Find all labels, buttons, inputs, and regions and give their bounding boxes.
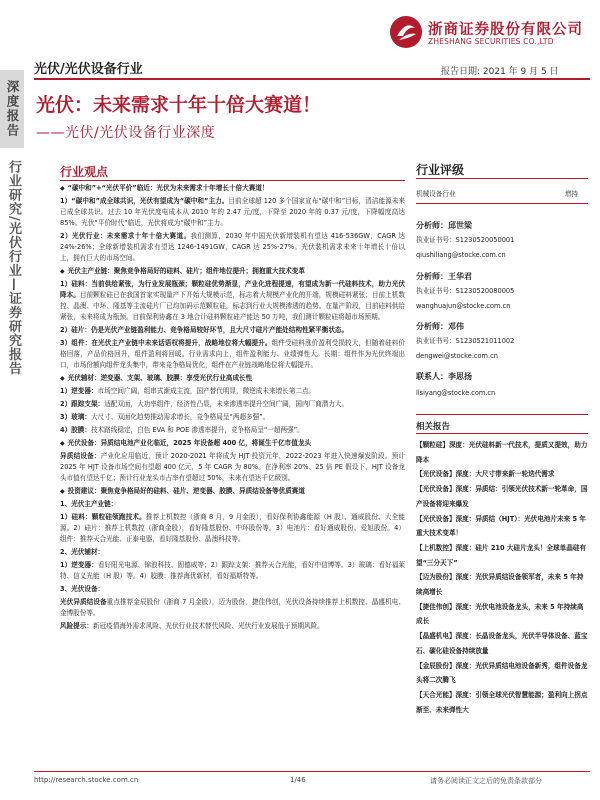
views-key-point xyxy=(60,183,405,194)
views-key-point xyxy=(60,266,405,277)
left-vertical-label xyxy=(2,160,24,380)
company-logo-icon xyxy=(388,14,424,50)
views-paragraph xyxy=(60,279,405,323)
paragraph-lead: “碳中和”+“光伏平价”临近：光伏为未来需求十年增长十倍大赛道！ xyxy=(67,184,269,192)
analyst-cert: 执业证书号：S1230520050001 xyxy=(416,236,515,244)
footer-divider xyxy=(34,771,590,772)
rating-divider xyxy=(416,178,588,179)
paragraph-text: 目前颗粒硅已在我国首家实现量产下开始大规模示范，标志着大规模产业化的开端，规模硅料紧张；目前上机数控、晶澳、中环、隆基等主流硅片厂已均加码示范颗粒硅，标志到行业大规模渗透的趋势。在量产阶段，目前硅料供给紧张，未来将成为瓶颈。目前保利协鑫在 3 地合计硅料颗粒硅产能达 50 万吨，我们测计颗粒硅将超市场预期。 xyxy=(60,291,405,321)
rating-industry: 机械设备行业 xyxy=(416,190,456,198)
rating-value: 增持 xyxy=(564,190,578,198)
views-paragraph xyxy=(60,338,405,371)
views-paragraph xyxy=(60,231,405,264)
rating-row-divider xyxy=(416,203,588,204)
analyst-cert: 执业证书号：S1230521011002 xyxy=(416,337,515,345)
paragraph-text: 重点推荐金辰股份（浙商 7 月金股），迈为股份，捷佳伟创，光伏设备持续推荐上机数控、晶盛机电、金博股份等。 xyxy=(60,598,406,617)
page-title: 光伏：未来需求十年十倍大赛道！ xyxy=(36,94,322,116)
report-type-text: 深度报告 xyxy=(5,80,20,138)
page-subtitle: ——光伏/光伏设备行业深度 xyxy=(36,125,216,141)
analyst-role: 分析师： xyxy=(416,221,448,230)
header-divider xyxy=(34,78,590,80)
analyst-name: 王华君 xyxy=(448,272,472,281)
report-type-tag xyxy=(0,70,24,148)
paragraph-lead: 1）逆变器： xyxy=(60,387,98,395)
contact-item xyxy=(416,371,588,397)
paragraph-lead: 风险提示： xyxy=(60,622,93,630)
paragraph-lead: 1、光伏主产业链： xyxy=(60,500,118,508)
paragraph-text: 技术路线稳定，白色 EVA 和 POE 渗透率提升，竞争格局呈“一超两强”。 xyxy=(90,426,304,434)
paragraph-lead: 投资建议：聚焦竞争格局好的硅料、硅片、逆变器、胶膜、异质结设备等优质赛道 xyxy=(67,487,305,495)
related-report-link[interactable]: 【金辰股份】深度：光伏异质结电池设备新秀，组件设备龙头将二次腾飞 xyxy=(416,661,588,685)
report-date: 报告日期: 2021 年 9 月 5 日 xyxy=(441,67,559,77)
views-key-point xyxy=(60,438,405,449)
related-report-link[interactable]: 【光伏设备】深度：大尺寸带来新一轮迭代需求 xyxy=(416,470,555,479)
analyst-email[interactable]: dengwei@stocke.com.cn xyxy=(416,352,498,360)
related-divider xyxy=(416,433,588,434)
analyst-role: 分析师： xyxy=(416,322,448,331)
analyst-email[interactable]: wanghuajun@stocke.com.cn xyxy=(416,302,511,310)
views-key-point xyxy=(60,373,405,384)
analyst-block xyxy=(416,220,588,397)
views-divider xyxy=(60,180,405,181)
paragraph-text: 市场空间广阔，组串式渐成主流，国产替代明显，微逆成未来增长第二点。 xyxy=(97,387,316,395)
paragraph-text: 看好阳光电源、锦浪科技、固德威等；2）跟踪支架：推荐天合光能，看好中信博等。3）玻璃：看好福莱特、信义光能（H 股）等。4）胶膜：推荐海优新材，看好福斯特等。 xyxy=(60,561,406,580)
views-paragraph xyxy=(60,621,405,632)
analyst-item xyxy=(416,321,588,371)
paragraph-lead: 1）“碳中和”成全球共识，光伏有望成为“碳中和”主力。 xyxy=(60,197,229,205)
views-paragraph xyxy=(60,399,405,410)
related-report-link[interactable]: 【捷佳伟创】深度：光伏电池设备龙头，未来 5 年持续高成长 xyxy=(416,602,584,626)
disclaimer: 请务必阅读正文之后的免责条款部分 xyxy=(430,777,542,785)
related-report-link[interactable]: 【颗粒硅】深度：光伏硅料新一代技术，提质又提效，助力降本 xyxy=(416,441,588,464)
views-paragraph xyxy=(60,512,405,545)
rating-heading: 行业评级 xyxy=(416,163,465,177)
paragraph-text: 产业化应用临近，预计 2020-2021 年将成为 HJT 投资元年，2022-2023 年进入快速爆发阶段。预计 2025 年 HJT 设备市场空间有望超 400 亿元，5 年 CAGR 为 80%。在净利率 20%、25 倍 PE 假设下，HJT 设备龙头市值有望达千亿；预计行业龙头市占率有望超过 50%，未来有望达千亿级别。 xyxy=(60,452,406,482)
related-list xyxy=(416,438,588,717)
paragraph-lead: 1）硅料：颗粒硅领跑技术。 xyxy=(60,513,146,521)
paragraph-text: 我们测算，2030 年中国光伏新增装机有望达 416-536GW，CAGR 达 24%-26%；全球新增装机需求有望达 1246-1491GW，CAGR 达 25%-27%。光伏装机需求未来十年增长十倍以上，拥有巨大的市场空间。 xyxy=(60,232,406,262)
paragraph-lead: 2）光伏行业：未来需求十年十倍大赛道。 xyxy=(60,232,191,240)
analyst-name: 邓伟 xyxy=(448,322,464,331)
analyst-email[interactable]: qiushiliang@stocke.com.cn xyxy=(416,251,506,259)
related-report-link[interactable]: 【晶盛机电】深度：长晶设备龙头，光伏半导体设备、蓝宝石、碳化硅设备持续放量 xyxy=(416,632,588,655)
related-heading: 相关报告 xyxy=(416,422,451,432)
paragraph-lead: 2）硅片：仍是光伏产业链盈利能力、竞争格局较好环节，且大尺寸硅片产能处结构性紧平衡状态。 xyxy=(60,326,349,334)
views-paragraph xyxy=(60,584,405,595)
logo-cn: 浙商证券股份有限公司 xyxy=(428,22,583,38)
contact-name: 李思扬 xyxy=(448,372,472,381)
paragraph-lead: 光伏主产业链：聚焦竞争格局好的硅料、硅片；组件地位提升；拥抱重大技术变革 xyxy=(67,267,305,275)
paragraph-lead: 2、光伏辅材： xyxy=(60,548,105,556)
paragraph-text: 组件受硅料涨价盈利受损较大，但随着硅料价格回落，产品价格回升，组件盈利将回暖。行业需求向上，组件盈利能力、业绩弹性大。长期：组件作为光伏终端出口，市场份额向组件龙头集中，带来竞争格局优化，组件在产业链战略地位将大幅提升。 xyxy=(60,339,406,369)
views-paragraph xyxy=(60,425,405,436)
company-logo xyxy=(388,14,600,52)
contact-email[interactable]: lisiyang@stocke.com.cn xyxy=(416,389,496,397)
views-paragraph xyxy=(60,412,405,423)
paragraph-lead: 3）组件：在光伏主产业链中未来话语权将提升，战略地位将大幅提升。 xyxy=(60,339,272,347)
related-report-link[interactable]: 【迈为股份】深度：光伏异质结设备领军者，未来 5 年持续高增长 xyxy=(416,573,584,597)
paragraph-lead: 光伏异质结设备 xyxy=(60,598,107,606)
paragraph-lead: 2）跟踪支架： xyxy=(60,400,105,408)
contact-label: 联系人： xyxy=(416,372,448,381)
analyst-role: 分析师： xyxy=(416,272,448,281)
views-paragraph xyxy=(60,499,405,510)
paragraph-lead: 光伏辅材：逆变器、支架、玻璃、胶膜：享受光伏行业高成长性 xyxy=(67,374,253,382)
views-paragraph xyxy=(60,597,405,619)
paragraph-lead: 异质结设备： xyxy=(60,452,101,460)
page-number: 1/46 xyxy=(290,776,306,784)
rating-row xyxy=(416,188,588,198)
related-report-link[interactable]: 【天合光能】深度：引领全球光伏智慧能源；盈利向上拐点渐至、未来弹性大 xyxy=(416,690,588,714)
analyst-item xyxy=(416,271,588,321)
views-paragraph xyxy=(60,451,405,484)
views-paragraph xyxy=(60,325,405,336)
related-report-link[interactable]: 【上机数控】深度：硅片 210 大硅片龙头！全球单晶硅有望“三分天下” xyxy=(416,543,587,567)
paragraph-text: 目前全球超 120 多个国家宣布“碳中和”目标，清洁能源未来已成全球共识。过去 10 年光伏度电成本从 2010 年的 2.47 元/度，下降至 2020 年的 0.37 元/度，下降幅度高达 85%。光伏“平价时代”临近，光伏将成为“碳中和”主力。 xyxy=(60,197,406,227)
paragraph-lead: 1）逆变器： xyxy=(60,561,98,569)
views-paragraph xyxy=(60,560,405,582)
paragraph-lead: 3、光伏设备： xyxy=(60,585,105,593)
paragraph-lead: 光伏设备：异质结电池产业化临近，2025 年设备超 400 亿，将诞生千亿市值龙头 xyxy=(67,439,312,447)
paragraph-text: 推荐上机数控（浙商 8 月，9 月金股），看好保利协鑫能源（H 股）、通威股份、大全能源。2）硅片：推荐上机数控（浙商金股），看好隆基股份、中环股份等。3）电池片：看好通威股份、爱旭股份。4）组件：推荐天合光能、正泰电器，看好隆基股份、晶澳科技等。 xyxy=(60,513,405,543)
views-paragraph xyxy=(60,547,405,558)
paragraph-lead: 1）硅料：当前供给紧张，为行业发展瓶颈；颗粒硅优势渐显，产业化进程提速，有望成为新一代硅料技术，助力光伏降本。 xyxy=(60,280,405,299)
analyst-name: 邱世梁 xyxy=(448,221,472,230)
related-report-link[interactable]: 【光伏设备】深度：异质结：引领光伏技术新一轮革命，国产设备将迎来爆发 xyxy=(416,485,588,508)
sector-label: 光伏/光伏设备行业 xyxy=(34,62,143,77)
paragraph-lead: 3）玻璃： xyxy=(60,413,91,421)
analyst-divider xyxy=(416,414,588,415)
views-key-point xyxy=(60,486,405,497)
logo-en: ZHESHANG SECURITIES CO.,LTD xyxy=(428,37,554,46)
related-report-link[interactable]: 【光伏设备】深度：异质结（HJT）：光伏电池片未来 5 年重大技术变革！ xyxy=(416,514,587,538)
paragraph-text: 适配双面，大功率组件，经济性凸显，未来渗透率提升空间广阔，国内厂商潜力大。 xyxy=(104,400,349,408)
paragraph-text: 大尺寸、双面化趋势推动需求增长，竞争格局呈“两超多强”。 xyxy=(90,413,270,421)
views-paragraph xyxy=(60,196,405,229)
views-paragraph xyxy=(60,386,405,397)
views-heading: 行业观点 xyxy=(60,165,109,179)
paragraph-lead: 4）胶膜： xyxy=(60,426,91,434)
left-vertical-text: 行业研究/光伏行业—证券研究报告 xyxy=(6,160,21,376)
analyst-cert: 执业证书号：S1230520080005 xyxy=(416,287,515,295)
views-body xyxy=(60,183,405,634)
footer-url[interactable]: http://research.stocke.com.cn xyxy=(34,776,139,784)
paragraph-text: 新冠疫情海外需求风险、光伏行业技术替代风险、光伏行业发展低于预期风险。 xyxy=(92,622,324,630)
analyst-item xyxy=(416,220,588,271)
